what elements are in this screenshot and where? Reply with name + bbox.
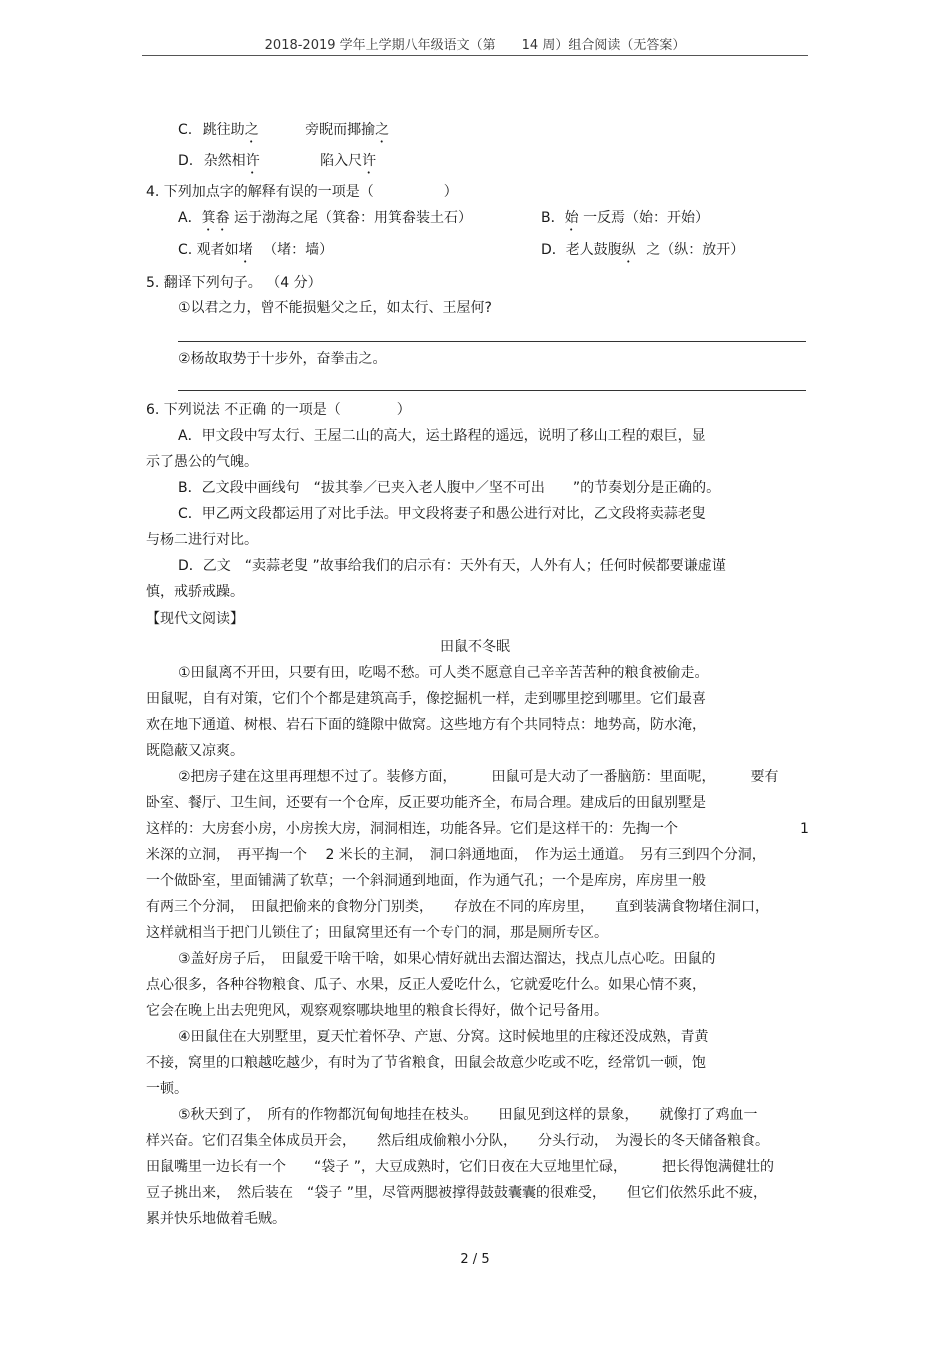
passage-line: ④田鼠住在大别墅里，夏天忙着怀孕、产崽、分窝。这时候地里的庄稼还没成熟，青黄	[178, 1029, 709, 1045]
q5-sentence-2: ②杨故取势于十步外，奋拳击之。	[178, 351, 387, 367]
q5-sentence-1: ①以君之力，曾不能损魁父之丘，如太行、王屋何?	[178, 300, 492, 316]
q4-option-c	[178, 240, 333, 266]
passage-line: 样兴奋。它们召集全体成员开会， 然后组成偷粮小分队， 分头行动， 为漫长的冬天储备粮食。	[146, 1133, 769, 1149]
q4-option-b	[541, 208, 709, 234]
q4-d-dotted: 纵	[621, 242, 636, 258]
passage-line: 点心很多，各种谷物粮食、瓜子、水果，反正人爱吃什么，它就爱吃什么。如果心情不爽，	[146, 977, 706, 993]
passage-line: 既隐蔽又凉爽。	[146, 743, 244, 759]
passage-number-marker: 1	[800, 821, 809, 837]
q3-c-phrase-b: 旁睨而揶揄	[305, 122, 376, 138]
section-label: 【现代文阅读】	[146, 611, 244, 627]
q4-b-rest: 一反焉（始：开始）	[583, 210, 710, 226]
page-number: 2 / 5	[460, 1252, 490, 1267]
q6-option-d-line2: 慎，戒骄戒躁。	[146, 584, 244, 600]
q4-b-label: B．	[541, 210, 565, 226]
q4-option-d	[541, 240, 744, 266]
q4-b-dotted: 始	[564, 210, 579, 226]
q6-option-a-line2: 示了愚公的气魄。	[146, 454, 258, 470]
q6-option-d-line1: D．乙文 “卖蒜老叟 ”故事给我们的启示有：天外有天，人外有人；任何时候都要谦虚谨	[178, 558, 726, 574]
q6-option-c-line1: C．甲乙两文段都运用了对比手法。甲文段将妻子和愚公进行对比，乙文段将卖蒜老叟	[178, 506, 706, 522]
q4-d-rest: 之（纵：放开）	[646, 242, 745, 258]
q3-c-label: C.	[178, 122, 193, 138]
q3-d-phrase-a: 杂然相	[203, 153, 246, 169]
q4-a-label: A．	[178, 210, 202, 226]
passage-title: 田鼠不冬眠	[440, 639, 510, 655]
q4-a-dotted: 箕畚	[201, 210, 230, 226]
q4-c-label: C. 观者如	[178, 242, 239, 258]
passage-line: ②把房子建在这里再理想不过了。装修方面， 田鼠可是大动了一番脑筋：里面呢， 要有	[178, 769, 779, 785]
header-rule	[142, 55, 808, 56]
q6-stem: 6. 下列说法 不正确 的一项是（ ）	[146, 402, 411, 418]
q6-option-b: B．乙文段中画线句 “拔其拳／已夹入老人腹中／坚不可出 ”的节奏划分是正确的。	[178, 480, 721, 496]
q4-a-rest: 运于渤海之尾（箕畚：用箕畚装土石）	[234, 210, 473, 226]
q3-c-phrase-a: 跳往助	[202, 122, 245, 138]
q4-c-rest: （堵：墙）	[263, 242, 334, 258]
q5-answer-line-1[interactable]	[178, 341, 806, 342]
passage-line: 田鼠呢，自有对策，它们个个都是建筑高手，像挖掘机一样，走到哪里挖到哪里。它们最喜	[146, 691, 706, 707]
passage-line: 田鼠嘴里一边长有一个 “袋子 ”，大豆成熟时，它们日夜在大豆地里忙碌， 把长得饱满健壮的	[146, 1159, 774, 1175]
q6-option-a-line1: A．甲文段中写太行、王屋二山的高大，运土路程的遥远，说明了移山工程的艰巨，显	[178, 428, 706, 444]
q4-d-label: D．老人鼓腹	[541, 242, 622, 258]
passage-line: 一顿。	[146, 1081, 188, 1097]
passage-line: ③盖好房子后， 田鼠爱干啥干啥，如果心情好就出去溜达溜达，找点儿点心吃。田鼠的	[178, 951, 716, 967]
q3-c-phrase-b-dotted: 之	[375, 122, 390, 138]
q3-d-phrase-b-dotted: 许	[362, 153, 377, 169]
passage-line: ⑤秋天到了， 所有的作物都沉甸甸地挂在枝头。 田鼠见到这样的景象， 就像打了鸡血一	[178, 1107, 758, 1123]
q3-d-phrase-a-dotted: 许	[245, 153, 260, 169]
q3-d-label: D.	[178, 153, 194, 169]
q3-d-phrase-b: 陷入尺	[320, 153, 363, 169]
q3-option-c	[178, 120, 389, 146]
passage-line: 卧室、餐厅、卫生间，还要有一个仓库，反正要功能齐全，布局合理。建成后的田鼠别墅是	[146, 795, 706, 811]
passage-line: 欢在地下通道、树根、岩石下面的缝隙中做窝。这些地方有个共同特点：地势高，防水淹，	[146, 717, 706, 733]
q6-option-c-line2: 与杨二进行对比。	[146, 532, 258, 548]
q3-option-d	[178, 151, 376, 177]
q3-c-phrase-a-dotted: 之	[244, 122, 259, 138]
passage-line: 它会在晚上出去兜兜风，观察观察哪块地里的粮食长得好，做个记号备用。	[146, 1003, 608, 1019]
passage-line: 豆子挑出来， 然后装在 “袋子 ”里，尽管两腮被撑得鼓鼓囊囊的很难受， 但它们依然乐此不疲，	[146, 1185, 767, 1201]
passage-line: 米深的立洞， 再平掏一个 2 米长的主洞， 洞口斜通地面， 作为运土通道。 另有三到四个分洞，	[146, 847, 766, 863]
passage-line: 一个做卧室，里面铺满了软草；一个斜洞通到地面，作为通气孔；一个是库房，库房里一般	[146, 873, 706, 889]
q5-stem: 5. 翻译下列句子。 （4 分）	[146, 275, 322, 291]
q4-option-a	[178, 208, 472, 234]
passage-line: 这样的：大房套小房，小房挨大房，洞洞相连，功能各异。它们是这样干的：先掏一个	[146, 821, 678, 837]
passage-line: ①田鼠离不开田，只要有田，吃喝不愁。可人类不愿意自己辛辛苦苦种的粮食被偷走。	[178, 665, 709, 681]
passage-line: 这样就相当于把门儿锁住了；田鼠窝里还有一个专门的洞，那是厕所专区。	[146, 925, 608, 941]
q4-c-dotted: 堵	[238, 242, 253, 258]
passage-line: 有两三个分洞， 田鼠把偷来的食物分门别类， 存放在不同的库房里， 直到装满食物堵住洞口，	[146, 899, 769, 915]
passage-line: 累并快乐地做着毛贼。	[146, 1211, 286, 1227]
q5-answer-line-2[interactable]	[178, 390, 806, 391]
page-header: 2018-2019 学年上学期八年级语文（第 14 周）组合阅读（无答案）	[264, 38, 686, 53]
passage-line: 不接，窝里的口粮越吃越少，有时为了节省粮食，田鼠会故意少吃或不吃，经常饥一顿，饱	[146, 1055, 706, 1071]
q4-stem: 4. 下列加点字的解释有误的一项是（ ）	[146, 184, 458, 200]
